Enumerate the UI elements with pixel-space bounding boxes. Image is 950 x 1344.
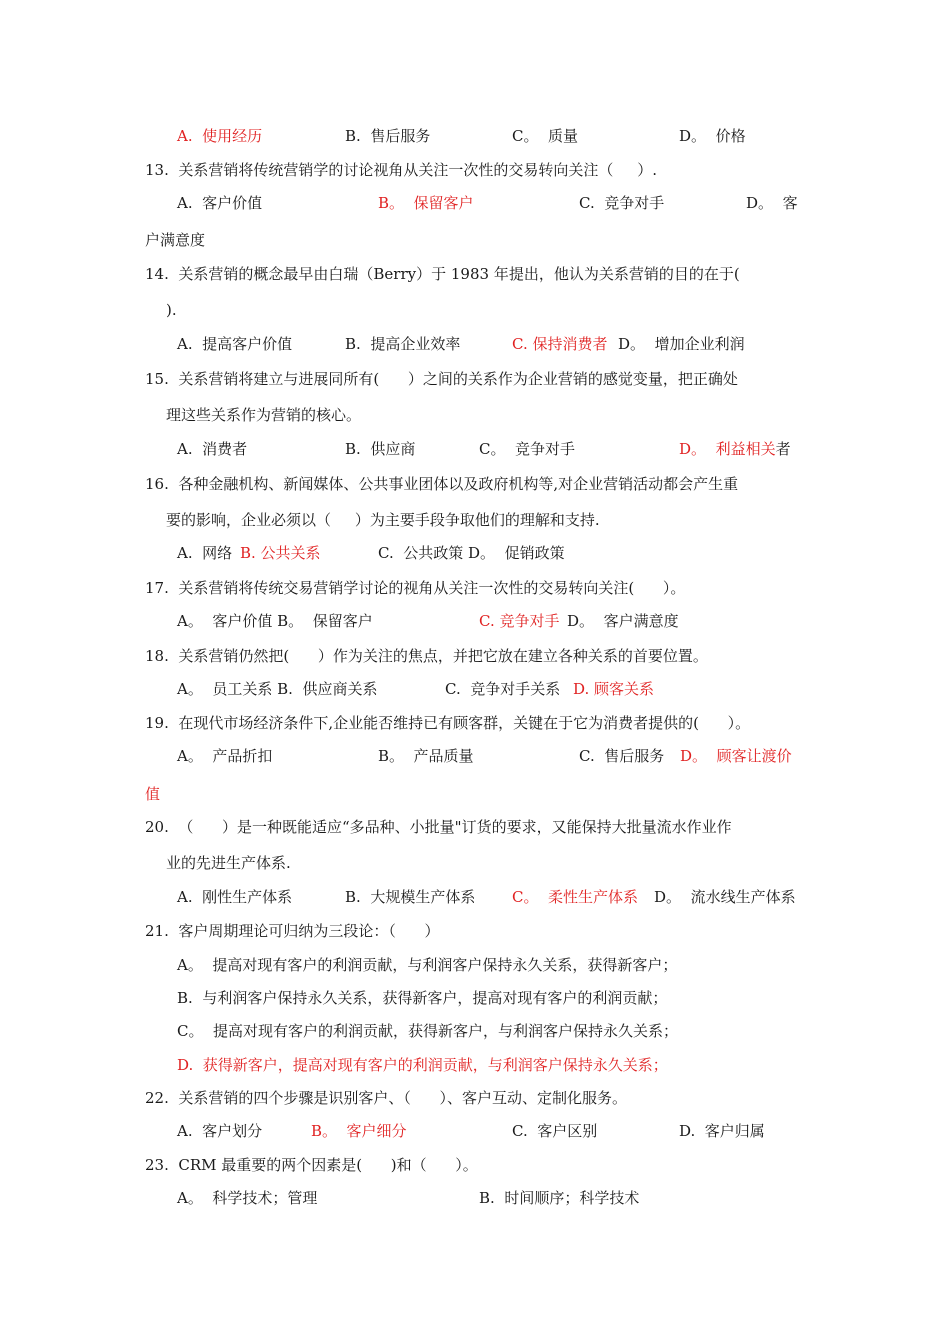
q19-option-d: D。 顾客让渡价 [680,747,792,765]
q23-option-a: A。 科学技术；管理 [177,1189,318,1207]
q14-stem-cont: ). [166,301,177,319]
q20-stem-cont: 业的先进生产体系. [166,854,291,872]
q12-option-a: A. 使用经历 [177,127,263,145]
q20-option-a: A. 刚性生产体系 [177,888,293,906]
q15-option-b: B. 供应商 [345,440,416,458]
q19-option-a: A。 产品折扣 [177,747,273,765]
q20-option-c: C。 柔性生产体系 [512,888,639,906]
q13-stem: 13. 关系营销将传统营销学的讨论视角从关注一次性的交易转向关注（ ）. [145,161,658,179]
q23-stem: 23. CRM 最重要的两个因素是( )和（ ）。 [145,1156,478,1174]
q22-stem: 22. 关系营销的四个步骤是识别客户、（ ）、客户互动、定制化服务。 [145,1089,628,1107]
q16-stem: 16. 各种金融机构、新闻媒体、公共事业团体以及政府机构等,对企业营销活动都会产生重 [145,475,739,493]
q16-option-b: B. 公共关系 [240,544,321,562]
q14-option-b: B. 提高企业效率 [345,335,461,353]
q21-option-d: D. 获得新客户，提高对现有客户的利润贡献，与利润客户保持永久关系； [177,1056,668,1074]
q17-stem: 17. 关系营销将传统交易营销学讨论的视角从关注一次性的交易转向关注( ）。 [145,579,686,597]
q13-option-d-cont: 户满意度 [145,231,206,249]
q12-option-d: D。 价格 [679,127,746,145]
q20-stem: 20. （ ）是一种既能适应“多品种、小批量"订货的要求，又能保持大批量流水作业作 [145,818,732,836]
q22-option-d: D. 客户归属 [679,1122,765,1140]
q15-option-d-answer: D。 利益相关 [679,440,776,458]
q22-option-b: B。 客户细分 [311,1122,407,1140]
q14-option-c: C. 保持消费者 [512,335,608,353]
q19-option-b: B。 产品质量 [378,747,474,765]
q21-option-c: C。 提高对现有客户的利润贡献，获得新客户，与利润客户保持永久关系； [177,1022,679,1040]
q14-option-d: D。 增加企业利润 [618,335,745,353]
q21-stem: 21. 客户周期理论可归纳为三段论：（ ） [145,922,440,940]
q13-option-a: A. 客户价值 [177,194,263,212]
q20-option-d: D。 流水线生产体系 [654,888,796,906]
q18-option-ab: A。 员工关系 B. 供应商关系 [177,680,378,698]
q18-option-c: C. 竞争对手关系 [445,680,561,698]
q17-option-c: C. 竞争对手 [479,612,560,630]
q21-option-b: B. 与利润客户保持永久关系，获得新客户，提高对现有客户的利润贡献； [177,989,668,1007]
q13-option-b: B。 保留客户 [378,194,474,212]
q19-stem: 19. 在现代市场经济条件下,企业能否维持已有顾客群，关键在于它为消费者提供的( ）。 [145,714,751,732]
q16-option-cd: C. 公共政策 D。 促销政策 [378,544,565,562]
q17-option-d: D。 客户满意度 [567,612,679,630]
q15-stem-cont: 理这些关系作为营销的核心。 [166,406,362,424]
q19-option-c: C. 售后服务 [579,747,665,765]
q15-option-d-tail: 者 [775,440,791,458]
q16-stem-cont: 要的影响，企业必须以（ ）为主要手段争取他们的理解和支持. [166,511,600,529]
q15-option-c: C。 竞争对手 [479,440,576,458]
q14-stem: 14. 关系营销的概念最早由白瑞（Berry）于 1983 年提出，他认为关系营销的目的在于( [145,265,740,283]
q14-option-a: A. 提高客户价值 [177,335,293,353]
q17-option-ab: A。 客户价值 B。 保留客户 [177,612,373,630]
q13-option-d: D。 客 [746,194,798,212]
q22-option-c: C. 客户区别 [512,1122,598,1140]
q13-option-c: C. 竞争对手 [579,194,665,212]
q22-option-a: A. 客户划分 [177,1122,263,1140]
q18-option-d: D. 顾客关系 [573,680,655,698]
q15-option-d [679,439,791,459]
q19-option-d-cont: 值 [145,785,161,803]
q23-option-b: B. 时间顺序；科学技术 [479,1189,640,1207]
q12-option-c: C。 质量 [512,127,579,145]
q20-option-b: B. 大规模生产体系 [345,888,476,906]
q12-option-b: B. 售后服务 [345,127,431,145]
q21-option-a: A。 提高对现有客户的利润贡献，与利润客户保持永久关系，获得新客户； [177,956,678,974]
q18-stem: 18. 关系营销仍然把( ）作为关注的焦点，并把它放在建立各种关系的首要位置。 [145,647,708,665]
q15-stem: 15. 关系营销将建立与进展同所有( ）之间的关系作为企业营销的感觉变量，把正确处 [145,370,738,388]
q16-option-a: A. 网络 [177,544,233,562]
q15-option-a: A. 消费者 [177,440,248,458]
